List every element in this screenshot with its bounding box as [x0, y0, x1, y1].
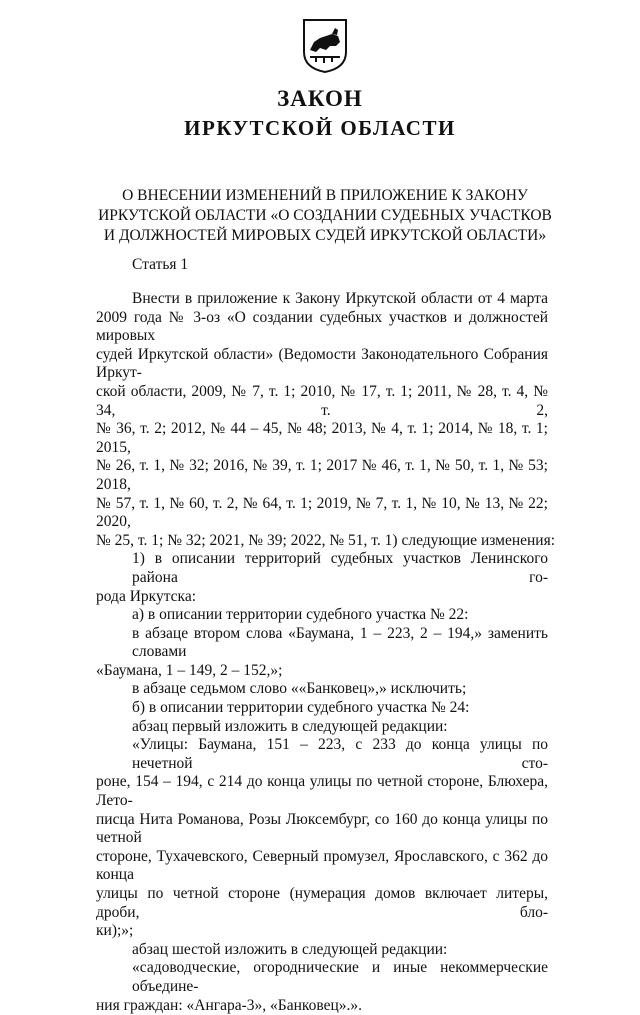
law-subject-heading — [90, 186, 560, 246]
body-line: судей Иркутской области» (Ведомости Законодательного Собрания Иркут- — [96, 345, 548, 382]
subject-line: И ДОЛЖНОСТЕЙ МИРОВЫХ СУДЕЙ ИРКУТСКОЙ ОБЛАСТИ» — [103, 227, 547, 244]
body-line: рода Иркутска: — [96, 587, 197, 605]
subject-line: О ВНЕСЕНИИ ИЗМЕНЕНИЙ В ПРИЛОЖЕНИЕ К ЗАКОНУ — [122, 187, 528, 204]
body-line: писца Нита Романова, Розы Люксембург, со 160 до конца улицы по четной — [96, 810, 548, 847]
body-line: стороне, Тухачевского, Северный промузел, Ярославского, с 362 до конца — [96, 847, 548, 884]
body-line: а) в описании территории судебного участка № 22: — [132, 606, 469, 624]
law-region-title: ИРКУТСКОЙ ОБЛАСТИ — [184, 116, 456, 140]
body-line: абзац шестой изложить в следующей редакции: — [132, 940, 448, 958]
body-line: ки);»; — [96, 922, 134, 940]
shield-icon — [302, 18, 348, 74]
body-line: Внести в приложение к Закону Иркутской области от 4 марта — [132, 290, 548, 307]
body-line: б) в описании территории судебного участка № 24: — [132, 699, 470, 717]
body-line: № 36, т. 2; 2012, № 44 – 45, № 48; 2013, № 4, т. 1; 2014, № 18, т. 1; 2015, — [96, 420, 548, 456]
subject-line: ИРКУТСКОЙ ОБЛАСТИ «О СОЗДАНИИ СУДЕБНЫХ УЧАСТКОВ — [98, 207, 552, 224]
article-heading: Статья 1 — [132, 256, 189, 273]
body-line: 2009 года № 3-оз «О создании судебных участков и должностей мировых — [96, 308, 548, 345]
body-line: № 25, т. 1; № 32; 2021, № 39; 2022, № 51, т. 1) следующие изменения: — [96, 531, 556, 549]
body-line: «Улицы: Баумана, 151 – 223, с 233 до конца улицы по нечетной сто- — [132, 736, 548, 772]
coat-of-arms-emblem — [302, 18, 348, 74]
body-line: в абзаце седьмом слово ««Банковец»,» исключить; — [132, 680, 467, 698]
body-line: 1) в описании территорий судебных участков Ленинского района го- — [132, 550, 548, 586]
body-line: № 57, т. 1, № 60, т. 2, № 64, т. 1; 2019, № 7, т. 1, № 10, № 13, № 22; 2020, — [96, 494, 548, 531]
law-title: ЗАКОН — [277, 86, 363, 111]
body-line: «садоводческие, огороднические и иные некоммерческие объедине- — [132, 959, 548, 995]
body-line: улицы по четной стороне (нумерация домов включает литеры, дроби, бло- — [96, 885, 548, 921]
body-line: № 26, т. 1, № 32; 2016, № 39, т. 1; 2017 № 46, т. 1, № 50, т. 1, № 53; 2018, — [96, 457, 548, 493]
body-line: абзац первый изложить в следующей редакции: — [132, 717, 448, 735]
body-line: ния граждан: «Ангара-3», «Банковец».». — [96, 996, 363, 1014]
body-line: роне, 154 – 194, с 214 до конца улицы по четной стороне, Блюхера, Лето- — [96, 773, 548, 810]
article-body — [96, 290, 556, 1015]
body-line: в абзаце втором слова «Баумана, 1 – 223, 2 – 194,» заменить словами — [132, 624, 548, 661]
body-line: ской области, 2009, № 7, т. 1; 2010, № 17, т. 1; 2011, № 28, т. 4, № 34, т. 2, — [96, 382, 548, 419]
body-line: «Баумана, 1 – 149, 2 – 152,»; — [96, 661, 283, 679]
